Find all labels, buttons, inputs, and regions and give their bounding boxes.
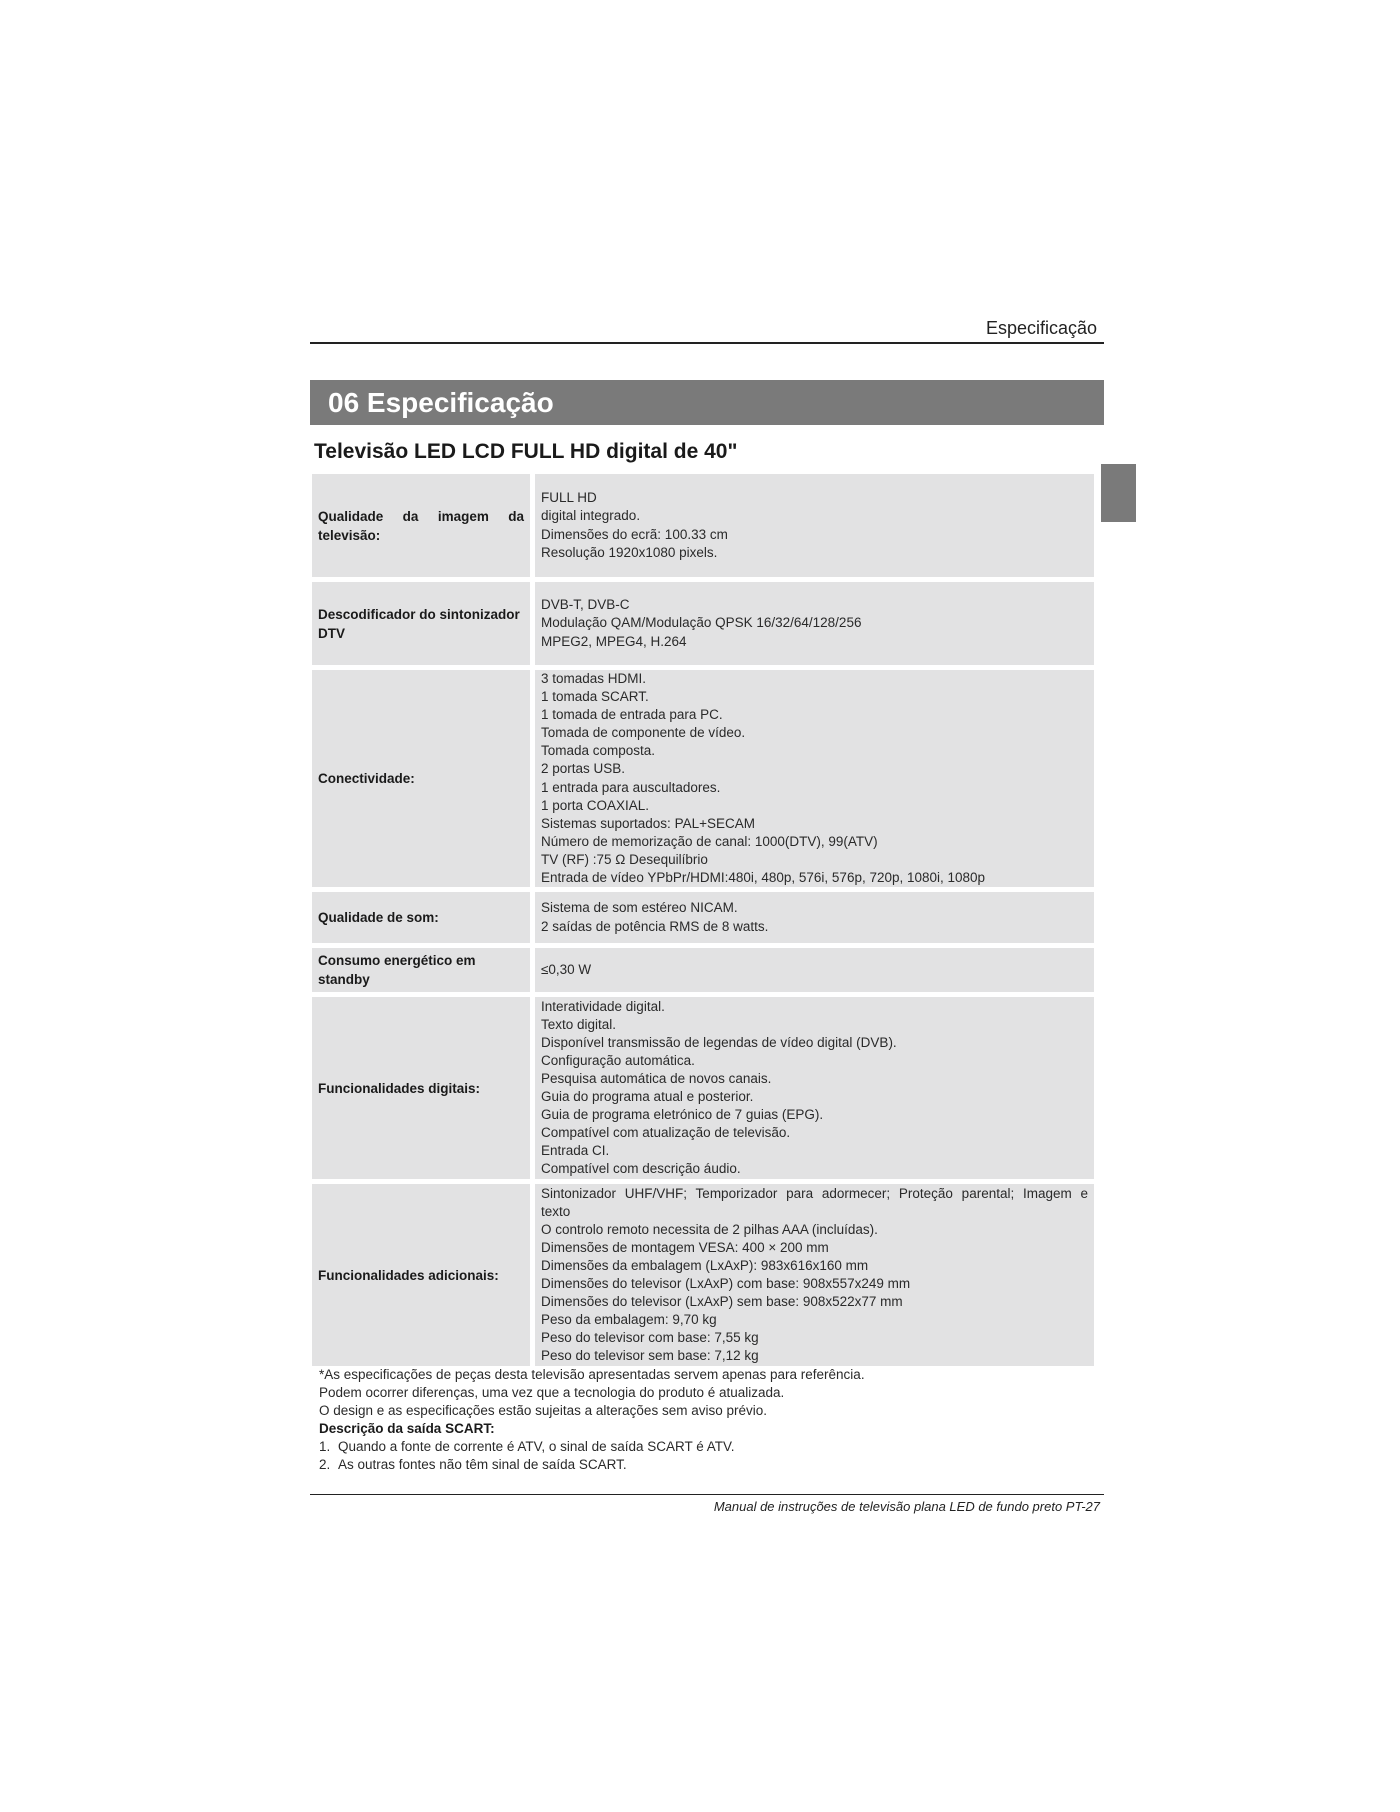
spec-line: 3 tomadas HDMI. [541, 670, 647, 686]
spec-label: Qualidade de som: [312, 892, 530, 943]
spec-line: Entrada CI. [541, 1143, 610, 1159]
spec-line: ≤0,30 W [541, 961, 592, 977]
spec-line: Sistema de som estéreo NICAM. [541, 900, 738, 916]
spec-value [535, 1184, 1094, 1366]
spec-line: 1 entrada para auscultadores. [541, 779, 721, 795]
spec-line: digital integrado. [541, 508, 641, 524]
spec-label: Consumo energético em standby [312, 948, 530, 992]
spec-line: Tomada de componente de vídeo. [541, 725, 746, 741]
spec-value [535, 997, 1094, 1179]
spec-line: Sistemas suportados: PAL+SECAM [541, 815, 755, 831]
section-banner-title: 06 Especificação [328, 386, 554, 418]
spec-line: texto [541, 1203, 571, 1219]
note-line: Podem ocorrer diferenças, uma vez que a tecnologia do produto é atualizada. [319, 1385, 785, 1401]
running-header-title: Especificação [985, 318, 1097, 338]
spec-label: Qualidade da imagem da televisão: [312, 474, 530, 577]
spec-line: FULL HD [541, 490, 597, 506]
list-item [319, 1438, 1099, 1456]
spec-line: TV (RF) :75 Ω Desequilíbrio [541, 851, 708, 867]
list-number: 2. [319, 1457, 331, 1473]
spec-value [535, 474, 1094, 577]
spec-line: Configuração automática. [541, 1052, 695, 1068]
spec-line: DVB-T, DVB-C [541, 597, 630, 613]
spec-line: Dimensões de montagem VESA: 400 × 200 mm [541, 1239, 829, 1255]
spec-line: Sintonizador UHF/VHF; Temporizador para adormecer; Proteção parental; Imagem e [541, 1185, 1088, 1201]
table-row [312, 474, 1094, 577]
spec-line: Guia do programa atual e posterior. [541, 1089, 754, 1104]
spec-value [535, 582, 1094, 665]
section-banner [310, 380, 1104, 425]
table-row [312, 892, 1094, 943]
spec-line: Peso do televisor sem base: 7,12 kg [541, 1348, 759, 1364]
list-text: As outras fontes não têm sinal de saída SCART. [338, 1457, 627, 1473]
spec-line: Interatividade digital. [541, 998, 665, 1014]
spec-line: 1 porta COAXIAL. [541, 797, 650, 813]
spec-label: Funcionalidades adicionais: [312, 1184, 530, 1366]
spec-line: Pesquisa automática de novos canais. [541, 1070, 772, 1086]
spec-line: 2 portas USB. [541, 761, 626, 777]
spec-line: Guia de programa eletrónico de 7 guias (EPG). [541, 1107, 824, 1123]
spec-value [535, 670, 1094, 887]
spec-line: MPEG2, MPEG4, H.264 [541, 633, 687, 649]
spec-line: Tomada composta. [541, 743, 656, 759]
header-rule [310, 342, 1104, 344]
spec-value [535, 948, 1094, 992]
table-row [312, 997, 1094, 1179]
scart-heading: Descrição da saída SCART: [319, 1421, 495, 1437]
spec-line: Compatível com descrição áudio. [541, 1161, 741, 1177]
spec-line: 1 tomada de entrada para PC. [541, 707, 723, 723]
spec-line: 1 tomada SCART. [541, 689, 649, 705]
spec-line: 2 saídas de potência RMS de 8 watts. [541, 918, 769, 934]
spec-value [535, 892, 1094, 943]
spec-line: Resolução 1920x1080 pixels. [541, 544, 718, 560]
table-row [312, 582, 1094, 665]
spec-line: Dimensões do ecrã: 100.33 cm [541, 526, 728, 542]
chapter-side-tab [1101, 464, 1136, 522]
spec-label: Conectividade: [312, 670, 530, 887]
table-row [312, 1184, 1094, 1366]
spec-label: Descodificador do sintonizador DTV [312, 582, 530, 665]
spec-line: Peso do televisor com base: 7,55 kg [541, 1330, 759, 1346]
spec-line: Número de memorização de canal: 1000(DTV), 99(ATV) [541, 833, 878, 849]
spec-line: O controlo remoto necessita de 2 pilhas AAA (incluídas). [541, 1221, 878, 1237]
notes [319, 1366, 1099, 1475]
spec-line: Dimensões do televisor (LxAxP) sem base: 908x522x77 mm [541, 1294, 903, 1310]
spec-line: Disponível transmissão de legendas de vídeo digital (DVB). [541, 1034, 897, 1050]
list-item [319, 1456, 1099, 1474]
footer-rule [310, 1494, 1104, 1495]
spec-line: Dimensões do televisor (LxAxP) com base: 908x557x249 mm [541, 1276, 911, 1291]
spec-line: Peso da embalagem: 9,70 kg [541, 1312, 717, 1328]
list-number: 1. [319, 1439, 331, 1455]
list-text: Quando a fonte de corrente é ATV, o sinal de saída SCART é ATV. [338, 1439, 735, 1455]
spec-line: Entrada de vídeo YPbPr/HDMI:480i, 480p, 576i, 576p, 720p, 1080i, 1080p [541, 869, 986, 885]
spec-table [312, 474, 1094, 1371]
spec-line: Compatível com atualização de televisão. [541, 1125, 791, 1141]
note-line: *As especificações de peças desta televisão apresentadas servem apenas para referência. [319, 1367, 865, 1382]
spec-line: Texto digital. [541, 1016, 617, 1032]
footer-text: Manual de instruções de televisão plana LED de fundo preto PT-27 [713, 1499, 1100, 1514]
note-line: O design e as especificações estão sujeitas a alterações sem aviso prévio. [319, 1403, 767, 1419]
spec-line: Modulação QAM/Modulação QPSK 16/32/64/128/256 [541, 615, 862, 631]
spec-label: Funcionalidades digitais: [312, 997, 530, 1179]
table-row [312, 670, 1094, 887]
document-title: Televisão LED LCD FULL HD digital de 40" [314, 440, 738, 463]
table-row [312, 948, 1094, 992]
spec-line: Dimensões da embalagem (LxAxP): 983x616x160 mm [541, 1257, 869, 1273]
